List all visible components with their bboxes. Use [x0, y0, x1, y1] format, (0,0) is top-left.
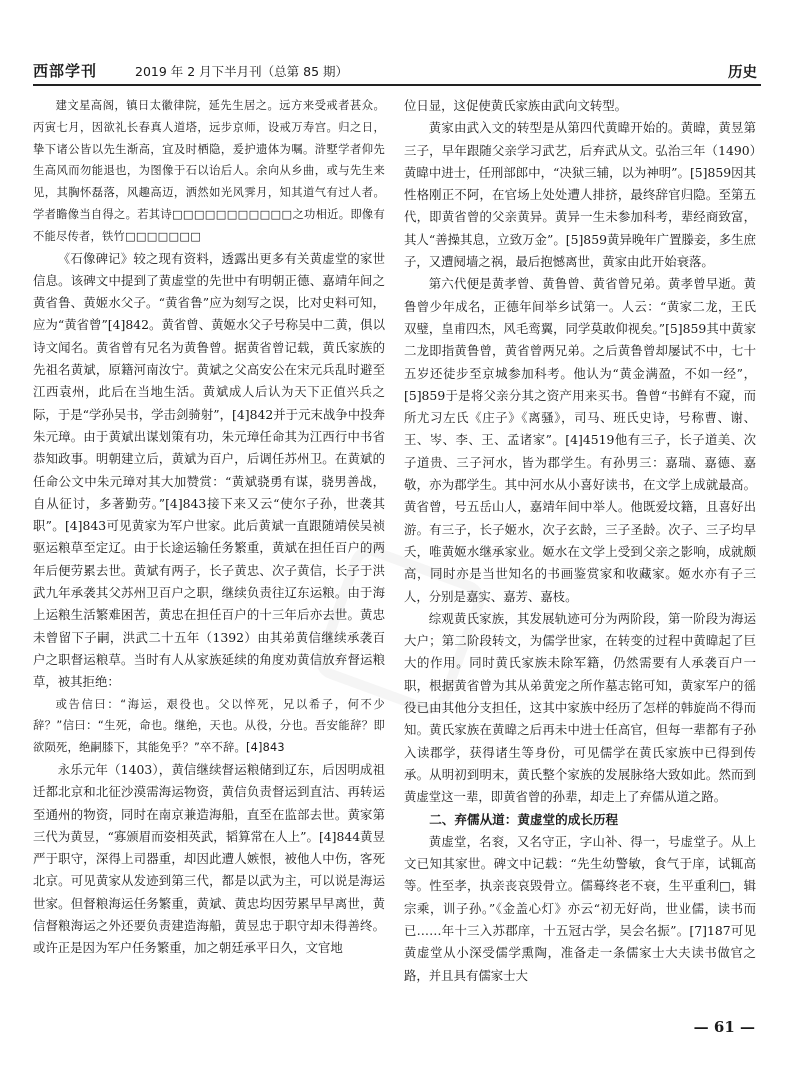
section-heading: 二、弃儒从道：黄虚堂的成长历程 — [429, 811, 619, 827]
paragraph: 《石像碑记》较之现有资料，透露出更多有关黄虚堂的家世信息。该碑文中提到了黄虚堂的先世中有明朝正德、嘉靖年间之黄省鲁、黄姬水父子。“黄省鲁”应为刻写之误，比对史料可知，应为“黄省曾”[4]842。黄省曾、黄姬水父子号称吴中二黄，俱以诗文闻名。黄省曾有兄名为黄鲁曾。据黄省曾记载，黄氏家族的先祖名黄斌，原籍河南汝宁。黄斌之父高安公在宋元兵乱时避至江西袁州，此后在当地生活。黄斌成人后认为天下正值兴兵之际，于是“学孙吴书，学击剑骑射”，[4]842并于元末战争中投奔朱元璋。由于黄斌出谋划策有功，朱元璋任命其为江西行中书省恭知政事。明朝建立后，黄斌为百户，后调任苏州卫。在黄斌的任命公文中朱元璋对其大加赞赏：“黄斌骁勇有谋，骁男善战，自从征讨，多著勤劳。”[4]843接下来又云“使尔子孙，世袭其职”。[4]843可见黄家为军户世家。此后黄斌一直跟随靖侯吴祯驱运粮草至定辽。由于长途运输任务繁重，黄斌在担任百户的两年后便劳累去世。黄斌有两子，长子黄忠、次子黄信，长子于洪武九年承袭其父苏州卫百户之职，继续负责往辽东运粮。由于海上运粮生活繁难困苦，黄忠在担任百户的十三年后亦去世。黄忠未曾留下子嗣，洪武二十五年（1392）由其弟黄信继续承袭百户之职督运粮草。当时有人从家族延续的角度劝黄信放弃督运粮草，被其拒绝： — [33, 250, 385, 690]
paragraph-continuation: 位日显，这促使黄氏家族由武向文转型。 — [404, 98, 628, 113]
paragraph: 永乐元年（1403），黄信继续督运粮储到辽东，后因明成祖迁都北京和北征沙漠需海运物资，黄信负责督运到直沽、再转运至通州的物资，同时在南京兼造海船，直至在监部去世。黄家第三代为黄昱，“寡颁眉而姿相英武，韬算常在人上”。[4]844黄昱严于职守，深得上司器重，却因此遭人嫉恨，被他人中伤，客死北京。可见黄家从发迹到第三代，都是以武为主，可以说是海运世家。但督粮海运任务繁重，黄斌、黄忠均因劳累早早离世，黄信督粮海运之外还要负责建造海船，黄昱忠于职守却未得善终。或许正是因为军户任务繁重，加之朝廷承平日久，文官地 — [33, 761, 385, 956]
paragraph: 黄虚堂，名衮，又名守正，字山补、得一，号虚堂子。从上文已知其家世。碑文中记载：“先生幼警敏，食气于庠，试辄高等。性至孝，执亲丧哀毁骨立。儒蓦终老不衰，生平重利□，辑宗乘，训子孙。”《金盖心灯》亦云“初无好尚，世业儒，读书而已……年十三入苏郡庠，十五冠古学，吴会名振”。[7]187可见黄虚堂从小深受儒学熏陶，准备走一条儒家士大夫读书做官之路，并且具有儒家士大 — [404, 833, 756, 983]
page-number: — 61 — — [693, 1018, 755, 1036]
block-quote: 或告信曰：“海运，艰役也。父以悴死，兄以希子，何不少辞？”信曰：“生死，命也。继绝，天也。从役，分也。吾安能辞？即欲陨死，绝嗣膝下，其能免乎？”卒不辞。[4]843 — [33, 697, 385, 755]
header-rule — [33, 84, 761, 86]
paragraph: 第六代便是黄孝曾、黄鲁曾、黄省曾兄弟。黄孝曾早逝。黄鲁曾少年成名，正德年间举乡试第一。人云：“黄家二龙，王氏双璧，皇甫四杰，风毛鸾翼，同学莫敢仰视矣。”[5]859其中黄家二龙即指黄鲁曾，黄省曾两兄弟。之后黄鲁曾却屡试不中，七十五岁还徒步至京城参加科考。他认为“黄金满盈，不如一经”，[5]859于是将父亲分其之资产用来买书。鲁曾“书鲜有不窥，而所尤习左氏《庄子》《离骚》，司马、班氏史诗，号称曹、谢、王、岑、李、王、孟诸家”。[4]4519他有三子，长子道美、次子道贵、三子河水，皆为郡学生。有孙男三：嘉瑞、嘉德、嘉敬，亦为郡学生。其中河水从小喜好读书，在文学上成就最高。黄省曾，号五岳山人，嘉靖年间中举人。他既爱坟籍，且喜好出游。有三子，长子姬水，次子玄龄，三子圣龄。次子、三子均早夭，唯黄姬水继承家业。姬水在文学上受到父亲之影响，成就颇高，同时亦是当世知名的书画鉴赏家和收藏家。姬水亦有子三人，分别是嘉实、嘉芳、嘉枝。 — [404, 276, 756, 604]
paragraph: 黄家由武入文的转型是从第四代黄暐开始的。黄暐，黄昱第三子，早年跟随父亲学习武艺，后弃武从文。弘治三年（1490）黄暐中进士，任刑部郎中，“决狱三辅，以为神明”。[5]859因其性格刚正不阿，在官场上处处遭人排挤，最终辞官归隐。至第五代，即黄省曾的父亲黄异。黄异一生未参加科考，辈经商致富，其人“善操其息，立致万金”。[5]859黄异晚年广置滕妾，多生庶子，又遭阋墙之祸，最后抱憾离世，黄家由此开始衰落。 — [404, 120, 756, 270]
running-header — [33, 60, 761, 82]
right-column — [404, 95, 756, 987]
left-column — [33, 95, 385, 960]
issue-info: 2019 年 2 月下半月刊（总第 85 期） — [135, 64, 349, 79]
section-label: 历史 — [728, 65, 757, 81]
block-quote: 建文星高阁，镇日太徽律院，延先生居之。远方来受戒者甚众。丙寅七月，因欲礼长春真人道塔，远步京师，设戒万寿宫。归之日，挚下诸公皆以先生渐高，宜及时栖隐，爰护遗体为嘱。浒墅学者仰先生高风而勿能退也，为图像于石以诒后人。余向从乡曲，或与先生来见，其胸怀磊落，风趣高迈，洒然如光风霁月，知其道气有过人者。学者瞻像当自得之。若其诗□□□□□□□□□□□之功相近。即像有不能尽传者，铁竹□□□□□□□ — [33, 99, 385, 243]
paragraph: 综观黄氏家族，其发展轨迹可分为两阶段，第一阶段为海运大户；第二阶段转文，为儒学世家，在转变的过程中黄暐起了巨大的作用。同时黄氏家族未除军籍，仍然需要有人承袭百户一职，根据黄省曾为其从弟黄宠之所作墓志铭可知，黄家军户的徭役已由其他分支担任，这其中家族中经历了怎样的韩旋尚不得而知。黄氏家族在黄暐之后再未中进士任高官，但每一辈都有子孙入读郡学，获得诸生等身份，可见儒学在黄氏家族中已得到传承。从明初到明末，黄氏整个家族的发展脉络大致如此。然而到黄虚堂这一辈，即黄省曾的孙辈，却走上了弃儒从道之路。 — [404, 610, 756, 805]
journal-name: 西部学刊 — [33, 62, 98, 80]
